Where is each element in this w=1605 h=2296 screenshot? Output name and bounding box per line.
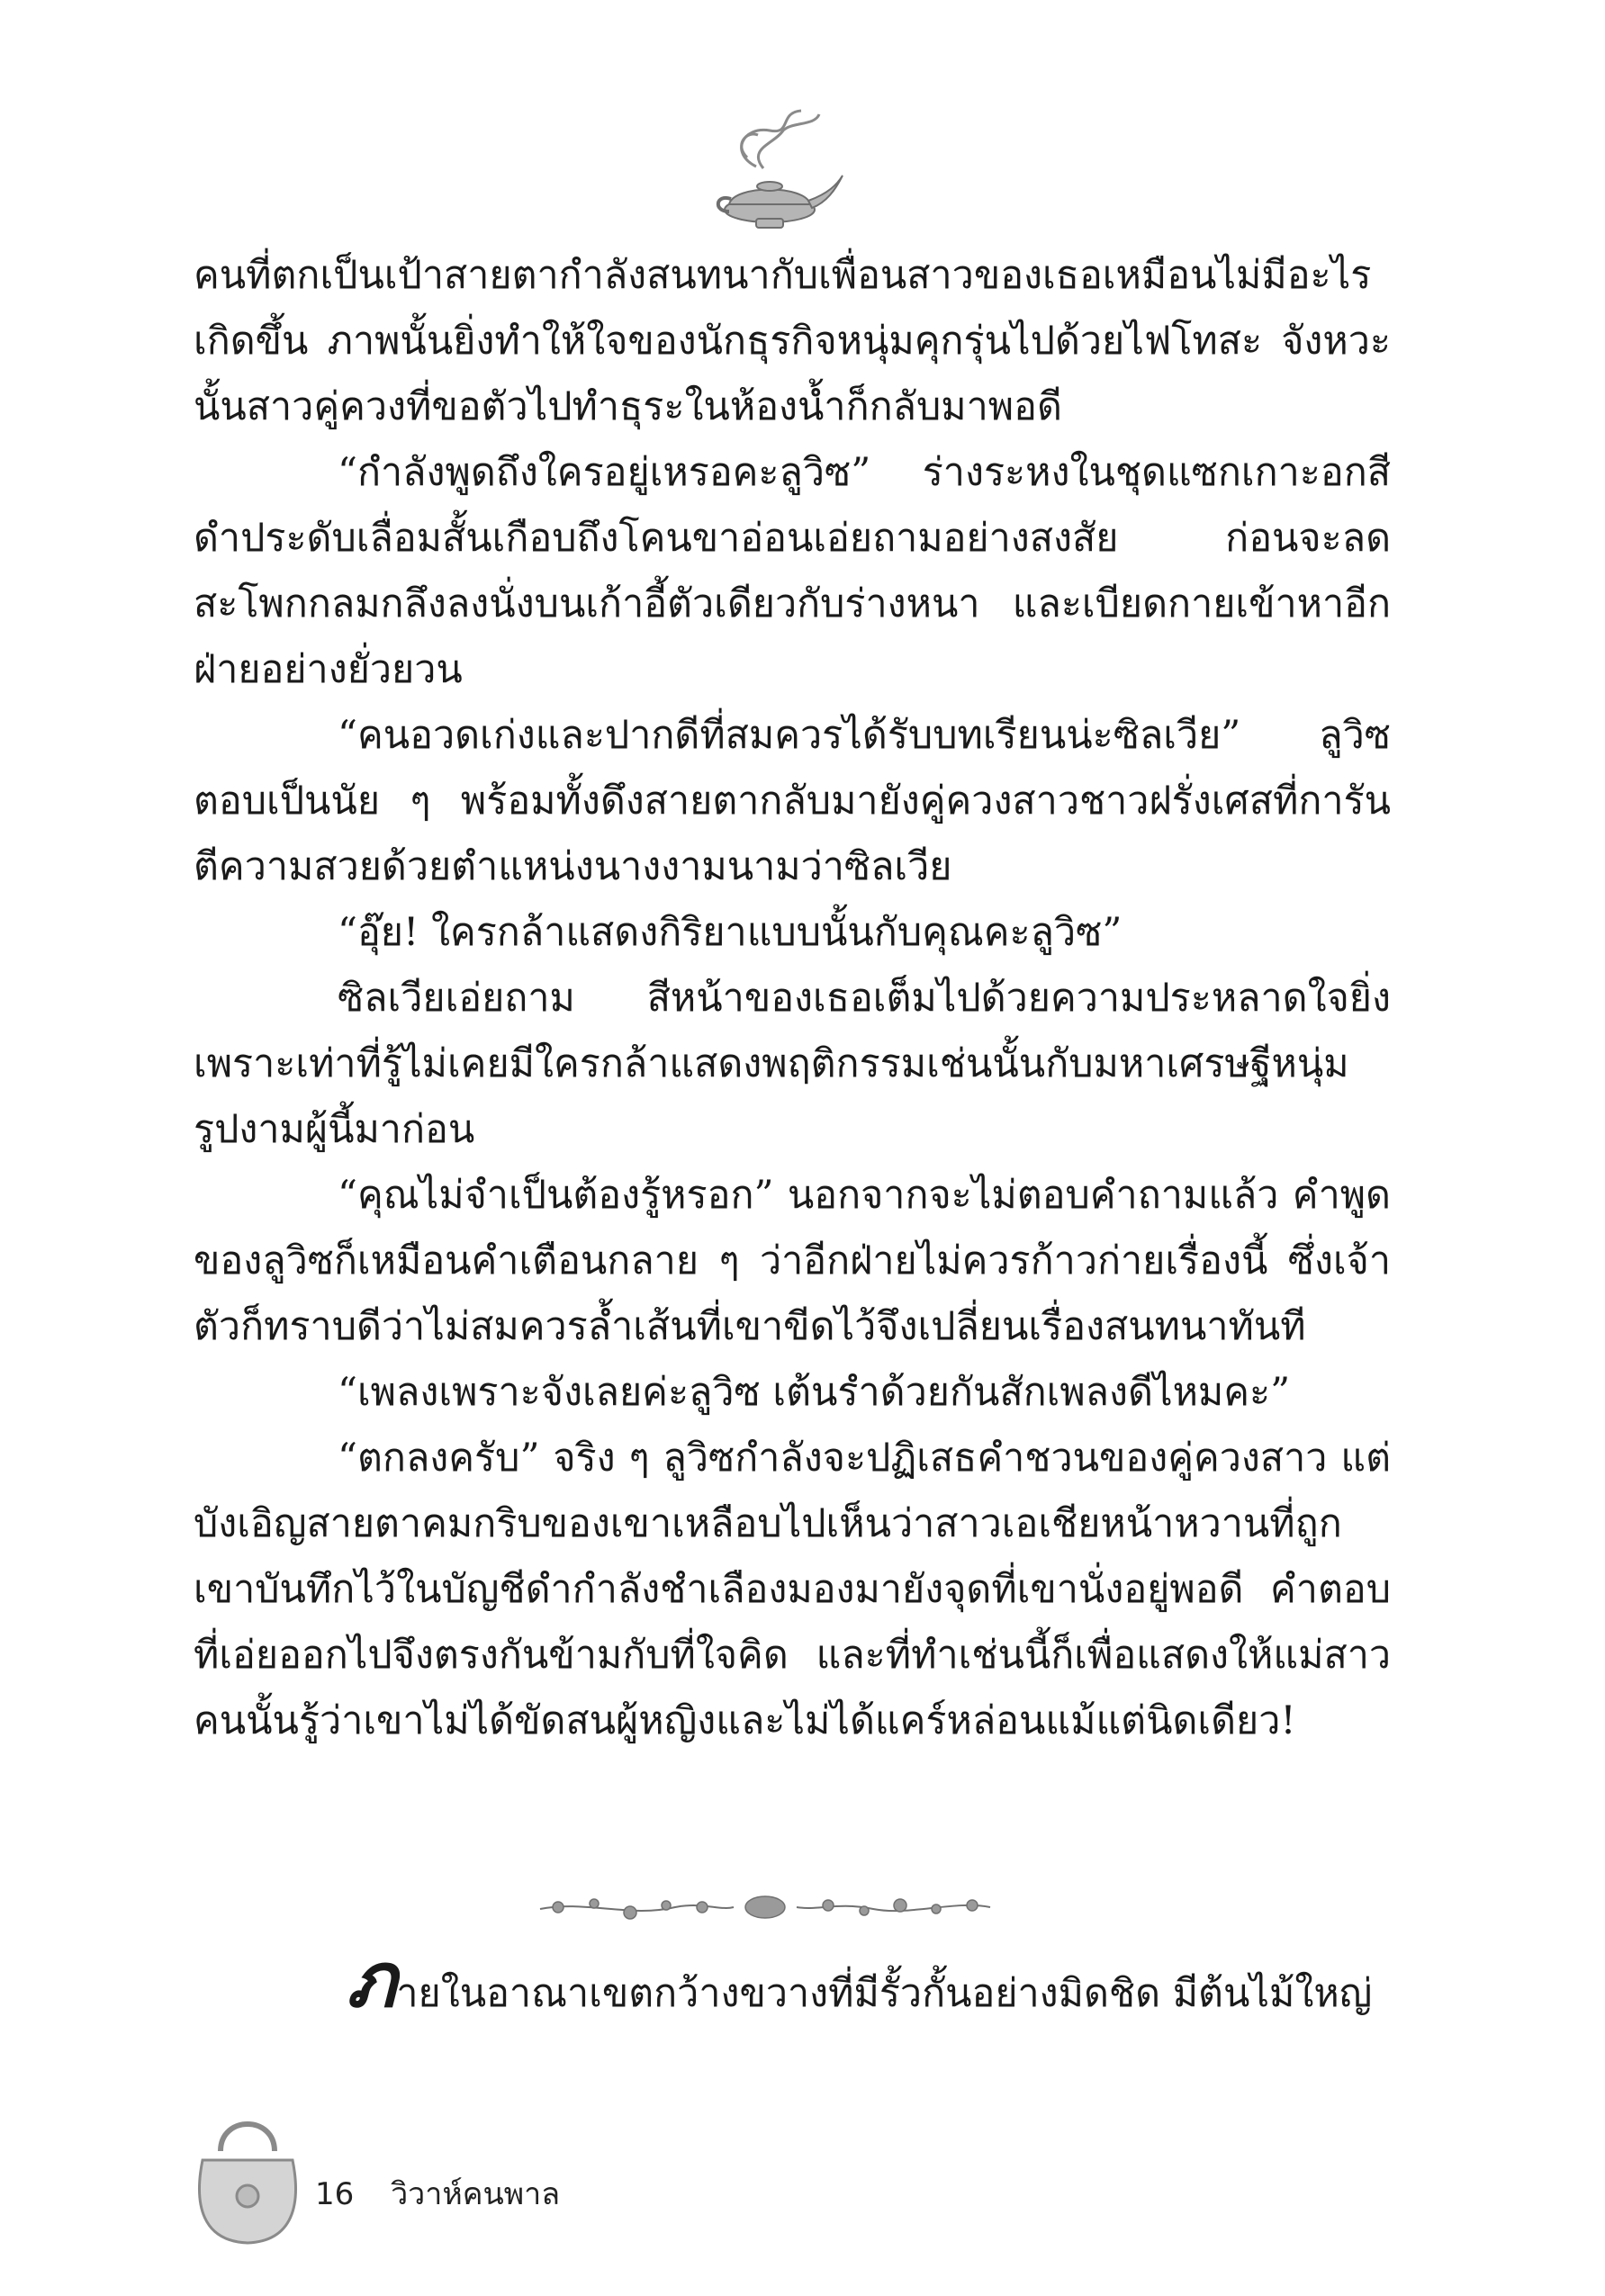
story-text xyxy=(194,243,1391,1754)
paragraph: “เพลงเพราะจังเลยค่ะลูวิซ เต้นรำด้วยกันสักเพลงดีไหมคะ” xyxy=(338,1370,1291,1415)
paragraph: “คุณไม่จำเป็นต้องรู้หรอก” นอกจากจะไม่ตอบคำถามแล้ว คำพูดของลูวิซก็เหมือนคำเตือนกลาย ๆ ว่าอีกฝ่ายไม่ควรก้าวก่ายเรื่องนี้ ซึ่งเจ้าตัวก็ทราบดีว่าไม่สมควรล้ำเส้นที่เขาขีดไว้จึงเปลี่ยนเรื่องสนทนาทันที xyxy=(194,1173,1391,1349)
paragraph: “อุ๊ย! ใครกล้าแสดงกิริยาแบบนั้นกับคุณคะลูวิซ” xyxy=(338,910,1123,955)
floral-divider-icon xyxy=(531,1886,999,1929)
handbag-icon xyxy=(185,2106,311,2250)
paragraph: “กำลังพูดถึงใครอยู่เหรอคะลูวิซ” ร่างระหงในชุดแซกเกาะอกสีดำประดับเลื่อมสั้นเกือบถึงโคนขาอ่อนเอ่ยถามอย่างสงสัย ก่อนจะลดสะโพกกลมกลึงลงนั่งบนเก้าอี้ตัวเดียวกับร่างหนา และเบียดกายเข้าหาอีกฝ่ายอย่างยั่วยวน xyxy=(194,450,1391,692)
paragraph: คนที่ตกเป็นเป้าสายตากำลังสนทนากับเพื่อนสาวของเธอเหมือนไม่มีอะไรเกิดขึ้น ภาพนั้นยิ่งทำให้ใจของนักธุรกิจหนุ่มคุกรุ่นไปด้วยไฟโทสะ จังหวะนั้นสาวคู่ควงที่ขอตัวไปทำธุระในห้องน้ำก็กลับมาพอดี xyxy=(194,253,1391,429)
paragraph: “คนอวดเก่งและปากดีที่สมควรได้รับบทเรียนน่ะซิลเวีย” ลูวิซตอบเป็นนัย ๆ พร้อมทั้งดึงสายตากลับมายังคู่ควงสาวชาวฝรั่งเศสที่การันตีความสวยด้วยตำแหน่งนางงามนามว่าซิลเวีย xyxy=(194,713,1391,889)
drop-cap: ภ xyxy=(347,1935,397,2024)
new-section-paragraph xyxy=(194,1935,1391,2030)
paragraph: “ตกลงครับ” จริง ๆ ลูวิซกำลังจะปฏิเสธคำชวนของคู่ควงสาว แต่บังเอิญสายตาคมกริบของเขาเหลือบไปเห็นว่าสาวเอเชียหน้าหวานที่ถูกเขาบันทึกไว้ในบัญชีดำกำลังชำเลืองมองมายังจุดที่เขานั่งอยู่พอดี คำตอบที่เอ่ยออกไปจึงตรงกันข้ามกับที่ใจคิด และที่ทำเช่นนี้ก็เพื่อแสดงให้แม่สาวคนนั้นรู้ว่าเขาไม่ได้ขัดสนผู้หญิงและไม่ได้แคร์หล่อนแม้แต่นิดเดียว! xyxy=(194,1436,1391,1743)
page-footer xyxy=(315,2169,560,2218)
paragraph-text: ายในอาณาเขตกว้างขวางที่มีรั้วกั้นอย่างมิดชิด มีต้นไม้ใหญ่ xyxy=(396,1971,1373,2016)
book-title: วิวาห์คนพาล xyxy=(391,2176,561,2212)
page-number: 16 xyxy=(315,2176,355,2212)
paragraph: ซิลเวียเอ่ยถาม สีหน้าของเธอเต็มไปด้วยความประหลาดใจยิ่ง เพราะเท่าที่รู้ไม่เคยมีใครกล้าแสดงพฤติกรรมเช่นนั้นกับมหาเศรษฐีหนุ่มรูปงามผู้นี้มาก่อน xyxy=(194,976,1391,1152)
genie-lamp-icon xyxy=(693,104,846,239)
